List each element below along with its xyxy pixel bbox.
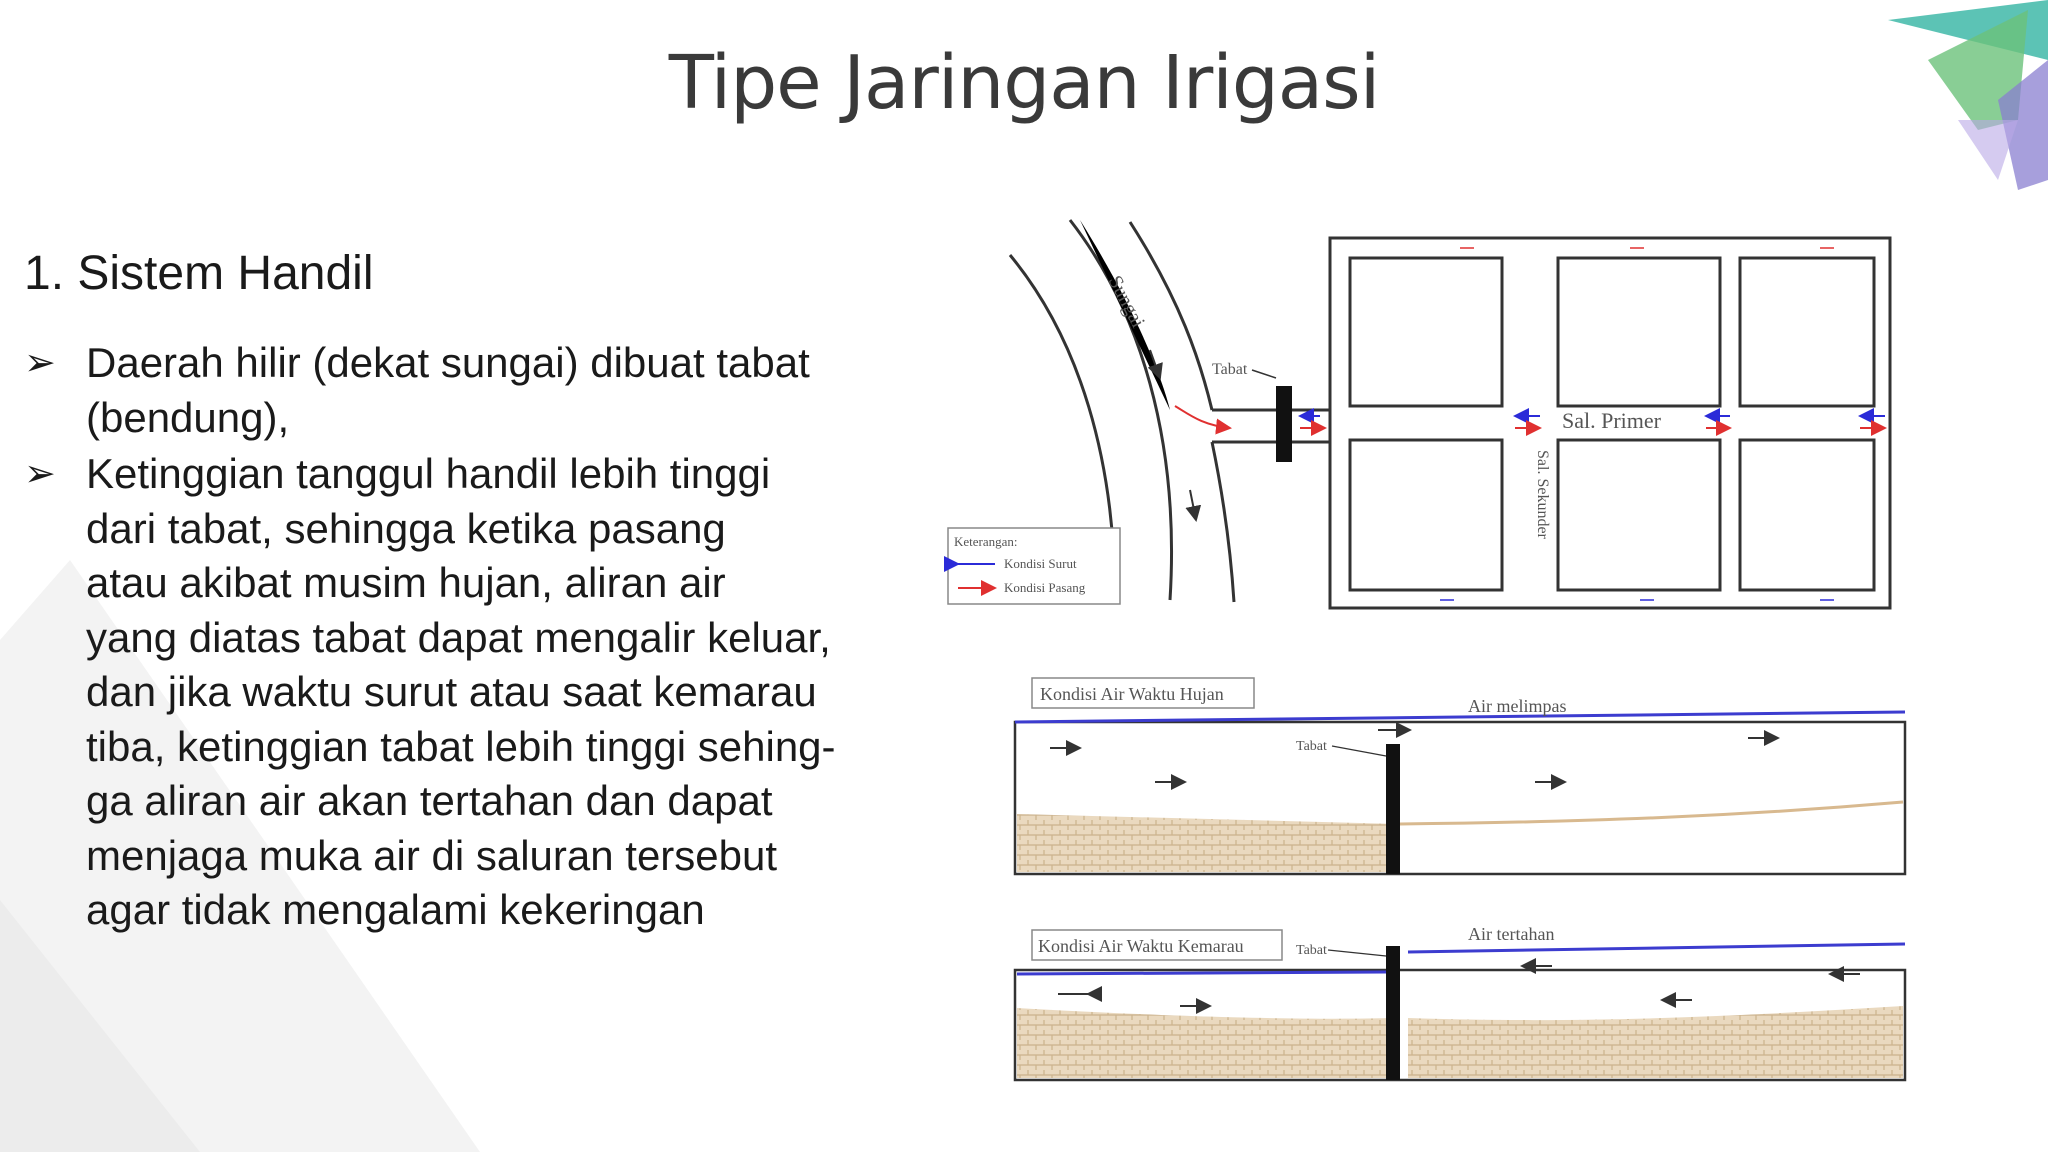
arrow-bullet-icon: ➢: [24, 453, 56, 495]
legend-title: Keterangan:: [954, 534, 1018, 549]
dry-section: [1015, 924, 1905, 1080]
bullet-line: menjaga muka air di saluran tersebut: [86, 831, 778, 879]
bullet-line: dan jika waktu surut atau saat kemarau: [86, 668, 817, 715]
bullet-line: tiba, ketinggian tabat lebih tinggi sehing-: [86, 722, 836, 770]
dry-weir: [1386, 946, 1400, 1080]
bullet-line: ga aliran air akan tertahan dan dapat: [86, 777, 773, 824]
plan-weir: [1276, 386, 1292, 462]
section-heading: 1. Sistem Handil: [24, 247, 374, 300]
arrow-bullet-icon: ➢: [24, 342, 56, 384]
legend-item-pasang: Kondisi Pasang: [1004, 580, 1086, 595]
bullet-line: agar tidak mengalami kekeringan: [86, 886, 705, 933]
rain-weir: [1386, 744, 1400, 874]
irrigation-diagram: [940, 210, 1980, 1090]
dry-flow-label: Air tertahan: [1468, 924, 1555, 944]
secondary-channel-label: Sal. Sekunder: [1534, 450, 1551, 539]
dry-title: Kondisi Air Waktu Kemarau: [1038, 936, 1244, 956]
bullet-line: Daerah hilir (dekat sungai) dibuat tabat: [86, 339, 810, 386]
bullet-item: [24, 447, 904, 938]
plan-view: [948, 220, 1890, 608]
rain-title: Kondisi Air Waktu Hujan: [1040, 684, 1224, 704]
river-label: Sungai: [1103, 272, 1150, 332]
primary-channel-label: Sal. Primer: [1562, 408, 1661, 433]
rain-weir-label: Tabat: [1296, 739, 1327, 754]
plan-weir-label: Tabat: [1212, 361, 1248, 378]
bullet-line: yang diatas tabat dapat mengalir keluar,: [86, 613, 831, 661]
bullet-item: [24, 336, 904, 445]
slide-title: Tipe Jaringan Irigasi: [668, 40, 1380, 126]
legend-item-surut: Kondisi Surut: [1004, 556, 1077, 571]
bullet-line: atau akibat musim hujan, aliran air: [86, 559, 726, 606]
rain-flow-label: Air melimpas: [1468, 696, 1567, 716]
bullet-line: dari tabat, sehingga ketika pasang: [86, 504, 726, 552]
bullet-line: Ketinggian tanggul handil lebih tinggi: [86, 450, 771, 497]
bullet-list: [24, 336, 904, 940]
dry-weir-label: Tabat: [1296, 943, 1327, 958]
rain-section: [1015, 678, 1905, 874]
bullet-line: (bendung),: [86, 393, 290, 441]
